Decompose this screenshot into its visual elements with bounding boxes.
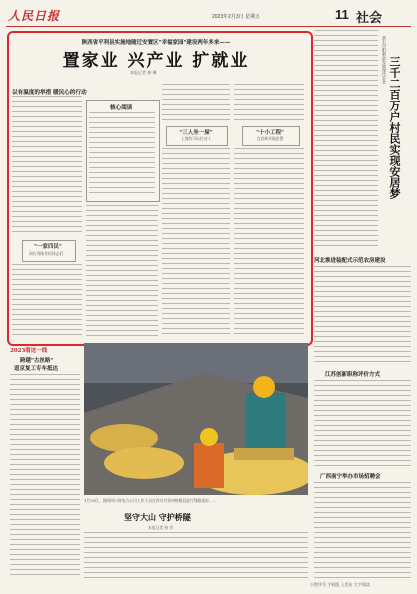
- page-footer: 小程序号 手机版 上发布 大字阅读: [310, 582, 370, 587]
- sidebar2-title: "三人坐一屋": [179, 130, 213, 136]
- bottom-byline: 本报记者 杨 翠: [148, 525, 174, 530]
- issue-date: 2023年2月3日 星期五: [212, 14, 261, 20]
- right-headline-2: 河北推进装配式示范农房建设: [314, 258, 386, 264]
- photo-caption: 1月30日，国网四川省电力公司工作人员在四川甘孜州察雅县进行线路巡检……: [84, 498, 217, 503]
- sidebar3-sub: 宜居新幸福安置: [256, 136, 284, 141]
- right-headline: 三千二百万户村民实现安居梦: [388, 56, 401, 199]
- lead-column-4a: [234, 84, 304, 124]
- lead-column-3: [162, 148, 230, 338]
- newspaper-logo: 人民日报: [8, 9, 61, 23]
- lead-column-3a: [162, 84, 230, 124]
- left-title: 跨越"古丝路": [20, 358, 54, 364]
- bottom-article: [84, 532, 308, 582]
- lead-subhead: 以有温度的举措 暖民心的行动: [12, 90, 87, 96]
- right-article-2: [314, 266, 411, 366]
- left-title-2: 返京复工专车抵达: [14, 366, 59, 372]
- masthead: [6, 6, 411, 27]
- lead-column-2: [86, 205, 158, 338]
- lead-kicker: 陕西省平利县实施地随迁安置区"幸福家园"建设两年多来——: [81, 40, 231, 46]
- right-article-text: [314, 30, 378, 250]
- right-headline-3: 江苏创新职称评价方式: [325, 372, 381, 378]
- core-reading-title: 核心阅读: [110, 105, 133, 111]
- right-article-3: [314, 380, 411, 468]
- sidebar-sub: 周巧秀陈作的同志们：: [29, 251, 67, 256]
- lead-column-4: [234, 148, 304, 338]
- sidebar2-sub: 上岗的可以打动人: [180, 136, 212, 141]
- lead-column-1: [12, 96, 82, 236]
- left-tag: 2023看这一线: [10, 348, 48, 354]
- sidebar3-title: "十小工程": [256, 130, 284, 136]
- worker-photo-illustration: [84, 343, 308, 495]
- lead-column-1b: [12, 264, 82, 338]
- lead-byline: 本报记者 龚 琳: [130, 70, 157, 75]
- section-name: 社会: [356, 11, 383, 26]
- right-article-4: [314, 482, 411, 578]
- right-headline-4: 广西南宁举办市场招聘会: [320, 474, 381, 480]
- core-reading-text: [89, 112, 155, 196]
- sidebar-title: "一家四民": [34, 244, 62, 250]
- left-article: [10, 374, 80, 578]
- bottom-headline: 坚守大山 守护桥隧: [124, 512, 191, 522]
- news-photo: [84, 343, 308, 495]
- lead-headline: 置家业 兴产业 扩就业: [62, 51, 250, 71]
- right-kicker: 黄石市阳新县发展现代农业: [382, 36, 387, 84]
- page-number: 11: [335, 7, 349, 22]
